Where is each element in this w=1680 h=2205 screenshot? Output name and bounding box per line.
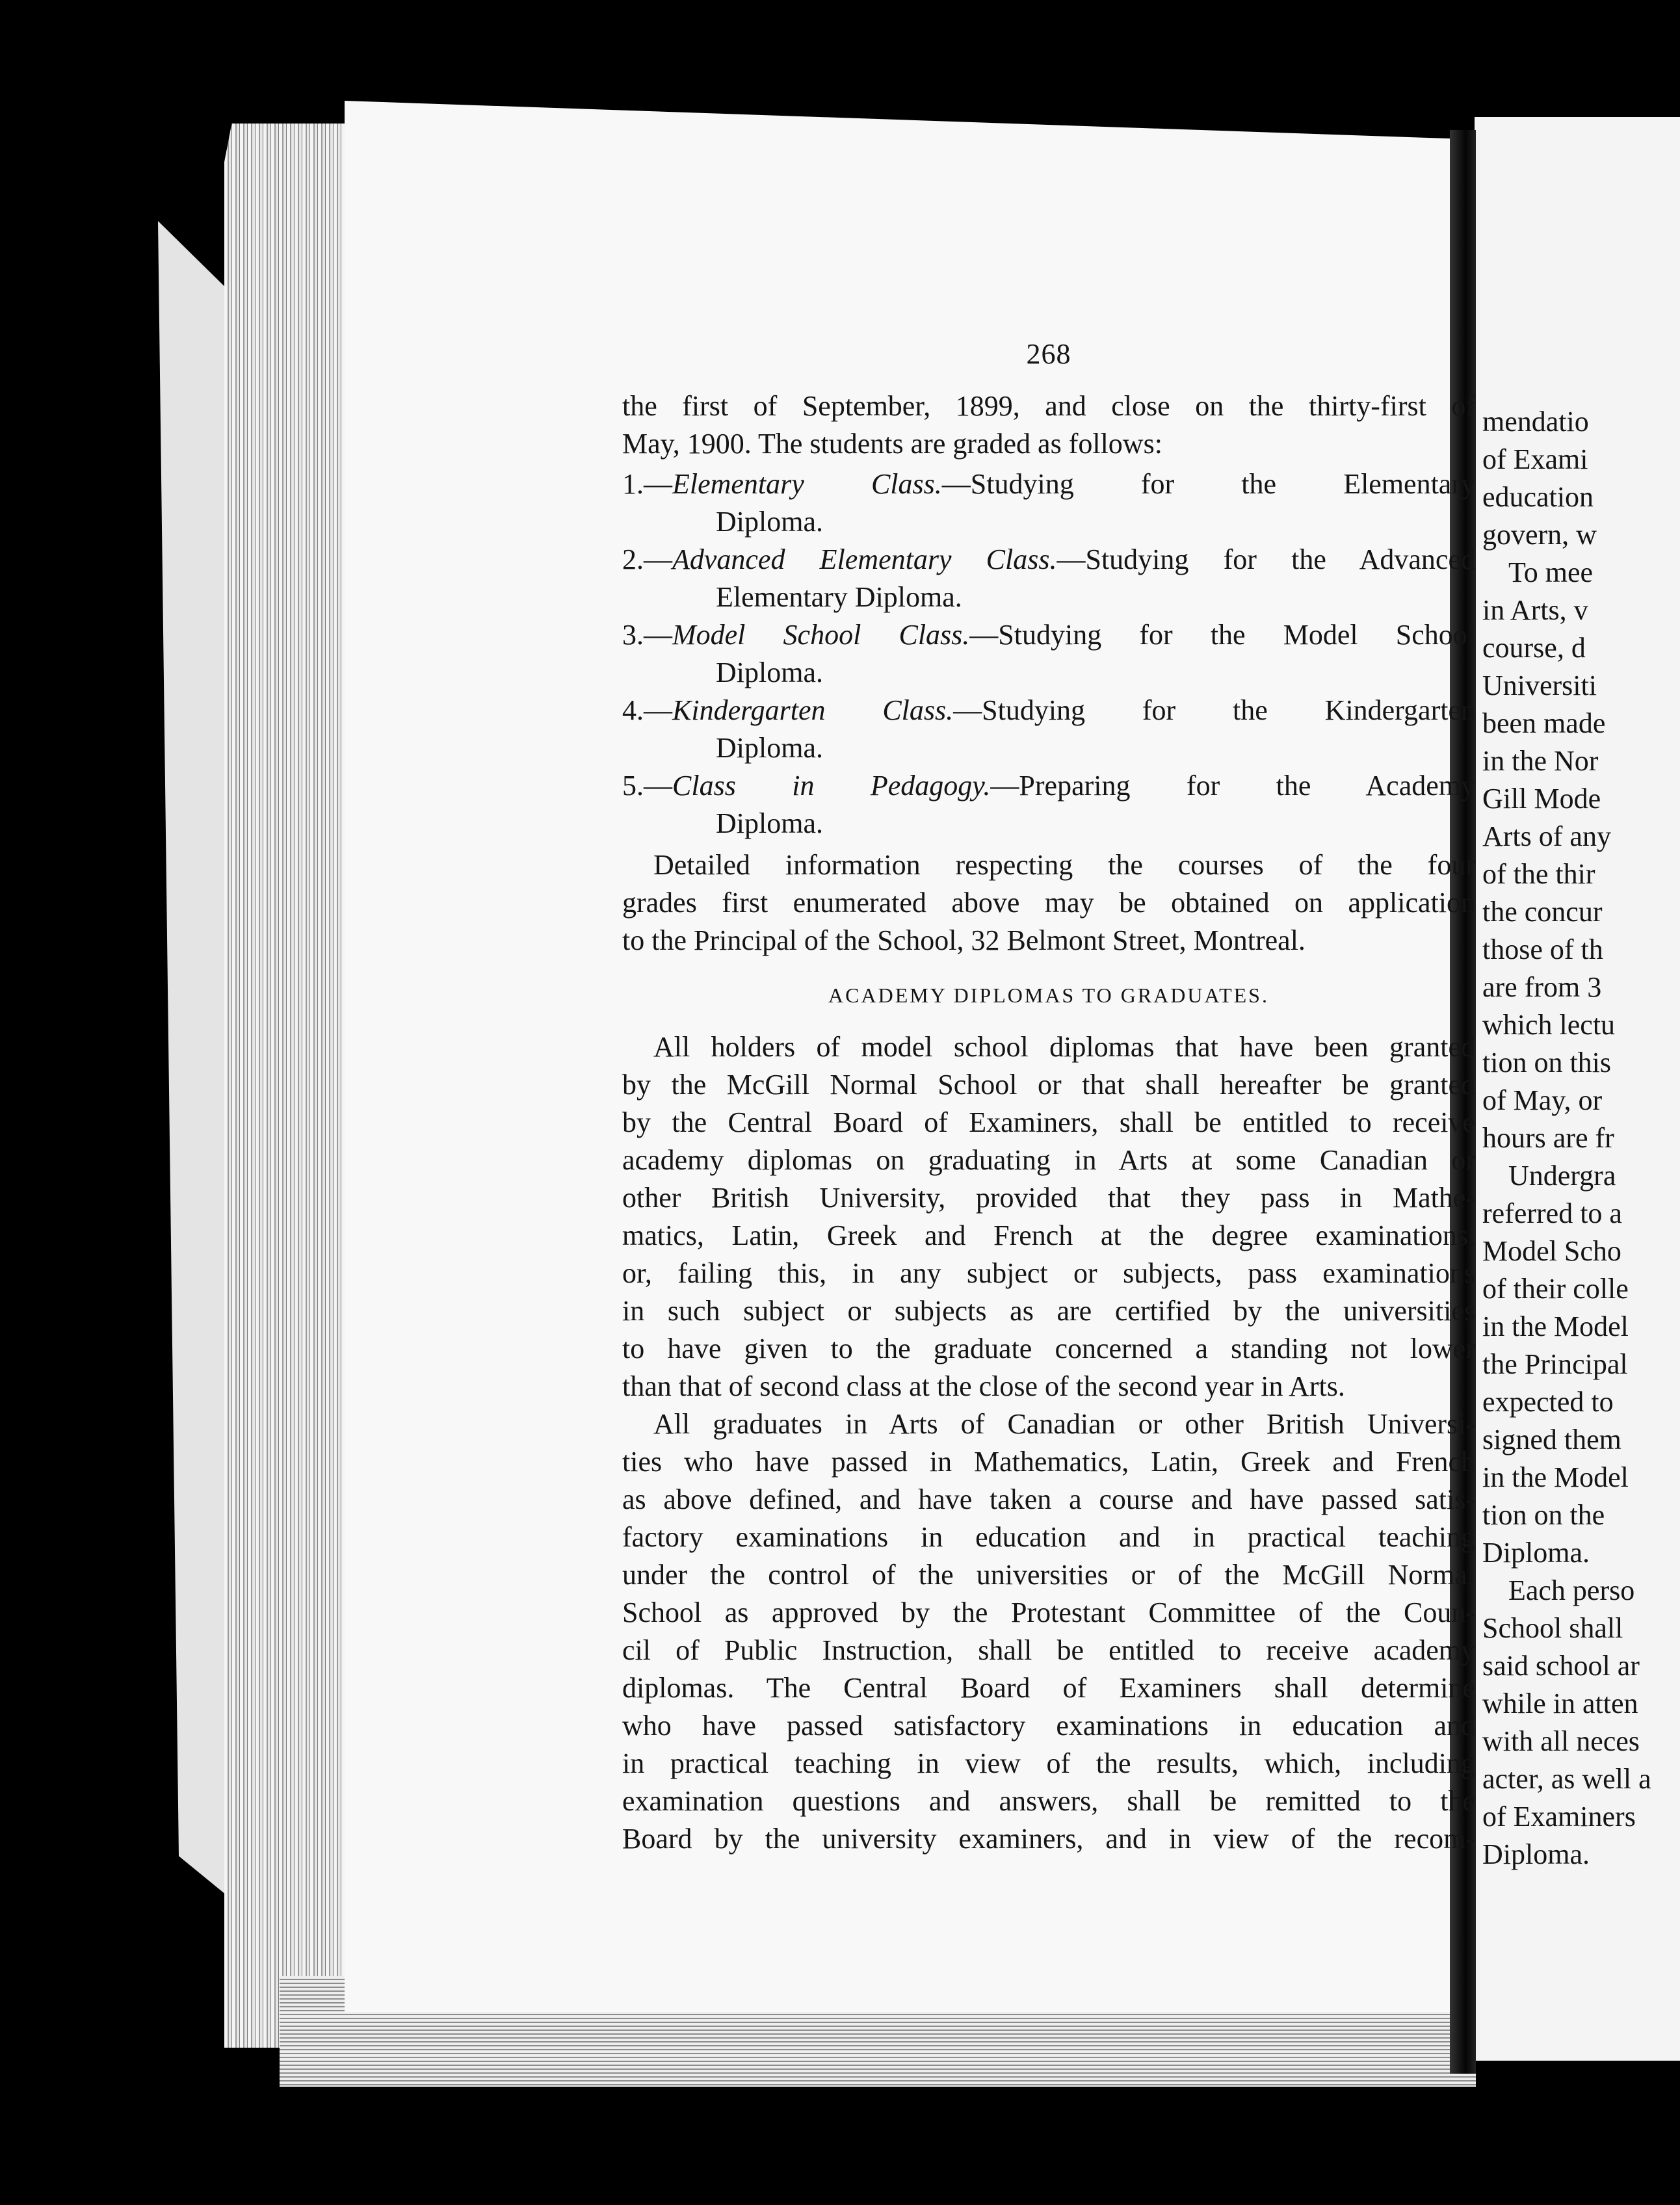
right-line: of Exami xyxy=(1482,443,1588,475)
left-page-text xyxy=(622,338,1475,1858)
right-line: Arts of any xyxy=(1482,820,1611,852)
body-line: to have given to the graduate concerned a standing not lower xyxy=(622,1333,1475,1364)
detail-line: grades first enumerated above may be obtained on application xyxy=(622,887,1475,919)
right-line: To mee xyxy=(1508,556,1594,588)
right-line: hours are fr xyxy=(1482,1122,1614,1154)
body-line: or, failing this, in any subject or subjects, pass examinations xyxy=(622,1257,1475,1289)
right-line: tion on the xyxy=(1482,1499,1605,1531)
detail-paragraph xyxy=(622,846,1475,959)
body-line: than that of second class at the close of the second year in Arts. xyxy=(622,1370,1345,1402)
opening-line: May, 1900. The students are graded as follows: xyxy=(622,428,1162,460)
grade-item xyxy=(622,616,1475,692)
paragraph-graduates xyxy=(622,1405,1475,1858)
right-line: acter, as well a xyxy=(1482,1763,1651,1795)
grade-continuation: Diploma. xyxy=(716,807,823,839)
right-line: in the Model xyxy=(1482,1311,1629,1342)
body-line: academy diplomas on graduating in Arts at some Canadian or xyxy=(622,1144,1475,1176)
right-line: been made xyxy=(1482,707,1606,739)
paragraph-holders xyxy=(622,1028,1475,1405)
section-heading: ACADEMY DIPLOMAS TO GRADUATES. xyxy=(828,984,1269,1007)
right-line: Undergra xyxy=(1508,1160,1616,1192)
right-line: which lectu xyxy=(1482,1009,1616,1041)
grade-line: 2.—Advanced Elementary Class.—Studying for the Advanced xyxy=(622,543,1475,575)
body-line: ties who have passed in Mathematics, Latin, Greek and French xyxy=(622,1446,1475,1478)
body-line: matics, Latin, Greek and French at the degree examinations, xyxy=(622,1220,1475,1251)
right-line: with all neces xyxy=(1482,1725,1640,1757)
right-line: expected to xyxy=(1482,1386,1614,1418)
body-line: cil of Public Instruction, shall be entitled to receive academy xyxy=(622,1634,1475,1666)
body-line: by the McGill Normal School or that shall hereafter be granted xyxy=(622,1069,1475,1101)
right-line: mendatio xyxy=(1482,406,1589,437)
right-line: said school ar xyxy=(1482,1650,1640,1682)
grade-line: 5.—Class in Pedagogy.—Preparing for the Academy xyxy=(622,770,1475,802)
right-line: signed them xyxy=(1482,1424,1621,1455)
body-line: School as approved by the Protestant Committee of the Coun- xyxy=(622,1597,1475,1628)
right-line: course, d xyxy=(1482,632,1586,664)
right-line: Diploma. xyxy=(1482,1838,1590,1870)
detail-line: to the Principal of the School, 32 Belmont Street, Montreal. xyxy=(622,924,1306,956)
right-line: Diploma. xyxy=(1482,1537,1590,1569)
grade-line: 4.—Kindergarten Class.—Studying for the Kindergarten xyxy=(622,694,1475,726)
right-line: of Examiners xyxy=(1482,1801,1636,1833)
grade-continuation: Elementary Diploma. xyxy=(716,581,962,613)
grade-item xyxy=(622,692,1475,767)
right-line: Universiti xyxy=(1482,670,1597,701)
right-line: School shall xyxy=(1482,1612,1623,1644)
body-line: examination questions and answers, shall be remitted to the xyxy=(622,1785,1475,1817)
grade-continuation: Diploma. xyxy=(716,732,823,764)
right-line: Each perso xyxy=(1508,1574,1635,1606)
right-line: of the thir xyxy=(1482,858,1595,890)
body-line: other British University, provided that they pass in Mathe- xyxy=(622,1182,1475,1214)
grade-continuation: Diploma. xyxy=(716,657,823,688)
page-edge-stack xyxy=(224,124,348,2048)
right-line: referred to a xyxy=(1482,1197,1622,1229)
body-line: Board by the university examiners, and in view of the recom- xyxy=(622,1823,1475,1855)
right-line: tion on this xyxy=(1482,1047,1612,1078)
right-line: of their colle xyxy=(1482,1273,1629,1305)
right-line: Model Scho xyxy=(1482,1235,1621,1267)
opening-line: the first of September, 1899, and close on the thirty-first of xyxy=(622,390,1475,422)
body-line: who have passed satisfactory examinations in education and xyxy=(622,1710,1475,1742)
right-line: in Arts, v xyxy=(1482,594,1588,626)
body-line: diplomas. The Central Board of Examiners shall determine xyxy=(622,1672,1475,1704)
grade-item xyxy=(622,767,1475,842)
grade-line: 1.—Elementary Class.—Studying for the Elementary xyxy=(622,468,1475,500)
right-line: are from 3 xyxy=(1482,971,1602,1003)
grade-line: 3.—Model School Class.—Studying for the Model School xyxy=(622,619,1475,651)
page-number: 268 xyxy=(1026,338,1071,370)
body-line: as above defined, and have taken a course and have passed satis- xyxy=(622,1483,1475,1515)
right-page-text xyxy=(1482,403,1680,1873)
grade-item xyxy=(622,465,1475,541)
body-line: in such subject or subjects as are certified by the universities xyxy=(622,1295,1475,1327)
body-line: under the control of the universities or of the McGill Normal xyxy=(622,1559,1475,1591)
right-line: the Principal xyxy=(1482,1348,1628,1380)
body-line: factory examinations in education and in practical teaching xyxy=(622,1521,1475,1553)
body-line: All graduates in Arts of Canadian or other British Universi- xyxy=(653,1408,1475,1440)
body-line: by the Central Board of Examiners, shall be entitled to receive xyxy=(622,1106,1475,1138)
grade-item xyxy=(622,541,1475,616)
right-line: Gill Mode xyxy=(1482,783,1601,815)
body-line: All holders of model school diplomas that have been granted xyxy=(653,1031,1475,1063)
body-line: in practical teaching in view of the results, which, including xyxy=(622,1747,1475,1779)
detail-line: Detailed information respecting the courses of the four xyxy=(653,849,1475,881)
right-line: while in atten xyxy=(1482,1688,1638,1719)
right-line: education xyxy=(1482,481,1594,513)
right-line: govern, w xyxy=(1482,519,1597,551)
right-line: the concur xyxy=(1482,896,1603,928)
right-line: of May, or xyxy=(1482,1084,1603,1116)
right-line: in the Model xyxy=(1482,1461,1629,1493)
right-line: in the Nor xyxy=(1482,745,1599,777)
right-line: those of th xyxy=(1482,933,1603,965)
grade-continuation: Diploma. xyxy=(716,506,823,538)
